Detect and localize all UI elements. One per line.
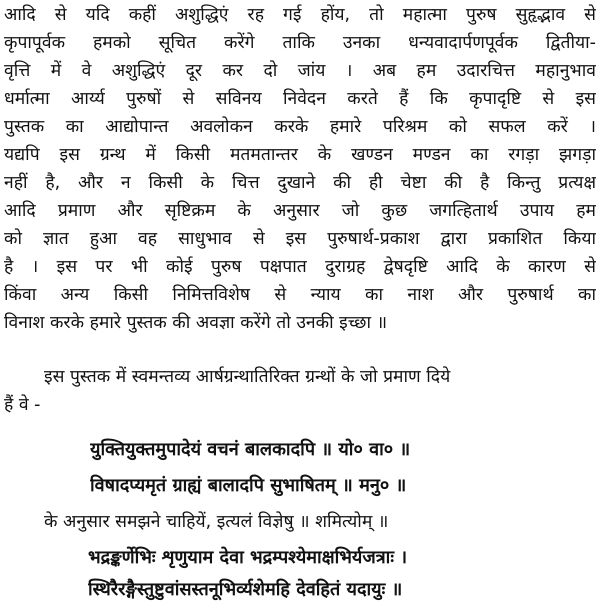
closing-line: के अनुसार समझने चाहियें, इत्यलं विज्ञेषु ॥ शमित्योम् ॥	[44, 512, 389, 532]
paragraph-line-7: नहीं है, और न किसी के चित्त दुखाने की ही चेष्टा की है किन्तु प्रत्यक्ष	[4, 173, 596, 193]
paragraph-line-3: वृत्ति में वे अशुद्धिएं दूर कर दो जांय । अब हम उदारचित्त महानुभाव	[4, 61, 596, 81]
paragraph-line-1: आदि से यदि कहीं अशुद्धिएं रह गई होंय, तो महात्मा पुरुष सुहृद्भाव से	[4, 5, 596, 25]
paragraph-line-8: आदि प्रमाण और सृष्टिक्रम के अनुसार जो कुछ जगत्हितार्थ उपाय हम	[4, 201, 596, 221]
paragraph-line-6: यद्यपि इस ग्रन्थ में किसी मतमतान्तर के खण्डन मण्डन का रगड़ा झगड़ा	[4, 145, 596, 165]
paragraph2-line-1: इस पुस्तक में स्वमन्तव्य आर्षग्रन्थातिरिक्त ग्रन्थों के जो प्रमाण दिये	[44, 367, 451, 387]
paragraph2-line-2: हैं वे -	[4, 395, 41, 415]
paragraph-line-9: को ज्ञात हुआ वह साधुभाव से इस पुरुषार्थ-प्रकाश द्वारा प्रकाशित किया	[4, 229, 596, 249]
verse2-line-1: भद्रङ्कर्णेभिः शृणुयाम देवा भद्रम्पश्येमाक्षभिर्यजत्राः ।	[88, 547, 408, 568]
paragraph-line-10: है । इस पर भी कोई पुरुष पक्षपात दुराग्रह द्वेषदृष्टि आदि के कारण से	[4, 257, 596, 277]
paragraph-line-4: धर्मात्मा आर्य्य पुरुषों से सविनय निवेदन करते हैं कि कृपादृष्टि से इस	[4, 89, 596, 109]
paragraph-line-12: विनाश करके हमारे पुस्तक की अवज्ञा करेंगे तो उनकी इच्छा ॥	[4, 313, 388, 333]
verse1-line-1: युक्तियुक्तमुपादेयं वचनं बालकादपि ॥ यो० वा० ॥	[90, 439, 411, 460]
paragraph-line-2: कृपापूर्वक हमको सूचित करेंगे ताकि उनका धन्यवादार्पणपूर्वक द्वितीया-	[4, 33, 596, 53]
verse2-line-2: स्थिरैरङ्गैस्तुष्टुवांसस्तनूभिर्व्यशेमहि देवहितं यदायुः ॥	[88, 579, 403, 600]
paragraph-line-5: पुस्तक का आद्योपान्त अवलोकन करके हमारे परिश्रम को सफल करें ।	[4, 117, 596, 137]
paragraph-line-11: किंवा अन्य किसी निमित्तविशेष से न्याय का नाश और पुरुषार्थ का	[4, 285, 596, 305]
verse1-line-2: विषादप्यमृतं ग्राह्यं बालादपि सुभाषितम् ॥ मनु० ॥	[90, 475, 407, 496]
